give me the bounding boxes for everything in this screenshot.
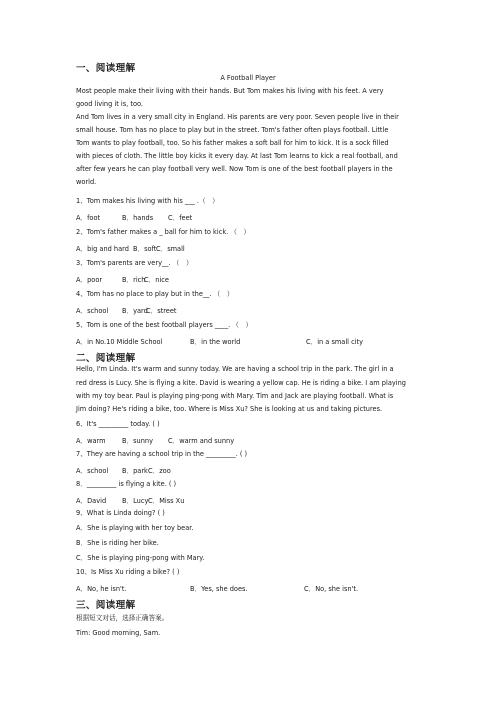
- question-10-stem: 10、Is Miss Xu riding a bike? ( ): [76, 568, 180, 576]
- question-2-stem: 2、Tom's father makes a _ ball for him to kick. （ ）: [76, 228, 251, 236]
- passage-1-line: Tom wants to play football, too. So his father makes a soft ball for him to kick. It is a sock filled: [76, 139, 389, 147]
- passage-2-line: Jim doing? He's riding a bike, too. Where is Miss Xu? She is looking at us and taking pictures.: [76, 405, 383, 413]
- passage-1-line: good living it is, too.: [76, 100, 143, 108]
- option-c[interactable]: C．No, she isn't.: [304, 585, 359, 593]
- section-2-title: 二、阅读理解: [76, 353, 136, 364]
- option-b[interactable]: B．sunny: [122, 437, 153, 445]
- option-b[interactable]: B．Lucy: [122, 497, 149, 505]
- passage-1-line: And Tom lives in a very small city in England. His parents are very poor. Seven people live in their: [76, 113, 399, 121]
- question-6-stem: 6、It's _________ today. ( ): [76, 420, 160, 428]
- question-5-stem: 5、Tom is one of the best football players ____. （ ）: [76, 321, 253, 329]
- option-b[interactable]: B．She is riding her bike.: [76, 539, 159, 547]
- option-a[interactable]: A．David: [76, 497, 107, 505]
- section-3-title: 三、阅读理解: [76, 600, 136, 611]
- passage-2-line: red dress is Lucy. She is flying a kite. David is wearing a yellow cap. He is riding a bike. I am playing: [76, 379, 406, 387]
- question-8-stem: 8．_________ is flying a kite. ( ): [76, 480, 177, 488]
- passage-1-line: Most people make their living with their hands. But Tom makes his living with his feet. A very: [76, 87, 384, 95]
- option-a[interactable]: A．big and hard: [76, 245, 129, 253]
- option-b[interactable]: B．yard: [122, 307, 148, 315]
- option-b[interactable]: B．Yes, she does.: [190, 585, 248, 593]
- option-b[interactable]: B．soft: [133, 245, 157, 253]
- section-1-title: 一、阅读理解: [76, 63, 136, 74]
- option-c[interactable]: C．feet: [168, 214, 193, 222]
- option-a[interactable]: A．school: [76, 307, 109, 315]
- dialogue-line: Tim: Good morning, Sam.: [76, 629, 161, 637]
- option-a[interactable]: A．poor: [76, 276, 103, 284]
- passage-1-line: small house. Tom has no place to play but in the street. Tom's father often plays football. Little: [76, 126, 389, 134]
- passage-2-line: Hello, I'm Linda. It's warm and sunny today. We are having a school trip in the park. The girl in a: [76, 365, 394, 373]
- passage-title: A Football Player: [220, 74, 276, 82]
- passage-2-line: with my toy bear. Paul is playing ping-pong with Mary. Tim and Jack are playing football. What is: [76, 392, 394, 400]
- option-c[interactable]: C．street: [146, 307, 177, 315]
- option-a[interactable]: A．She is playing with her toy bear.: [76, 524, 194, 532]
- option-c[interactable]: C．She is playing ping-pong with Mary.: [76, 554, 205, 562]
- option-c[interactable]: C．small: [156, 245, 185, 253]
- option-c[interactable]: C．in a small city: [306, 338, 364, 346]
- passage-1-line: with pieces of cloth. The little boy kicks it every day. At last Tom learns to kick a real football, and: [76, 152, 398, 160]
- option-b[interactable]: B．rich: [122, 276, 146, 284]
- option-a[interactable]: A．foot: [76, 214, 101, 222]
- option-a[interactable]: A．in No.10 Middle School: [76, 338, 163, 346]
- option-a[interactable]: A．school: [76, 467, 109, 475]
- question-1-stem: 1、Tom makes his living with his ___ .（ ）: [76, 197, 219, 205]
- question-4-stem: 4、Tom has no place to play but in the__. （ ）: [76, 290, 234, 298]
- option-b[interactable]: B．in the world: [190, 338, 241, 346]
- passage-1-line: after few years he can play football very well. Now Tom is one of the best football players in the: [76, 165, 393, 173]
- option-b[interactable]: B．hands: [122, 214, 154, 222]
- option-a[interactable]: A．No, he isn't.: [76, 585, 127, 593]
- option-c[interactable]: C．zoo: [148, 467, 171, 475]
- option-b[interactable]: B．park: [122, 467, 148, 475]
- option-c[interactable]: C．Miss Xu: [148, 497, 185, 505]
- question-3-stem: 3、Tom's parents are very__. （ ）: [76, 259, 193, 267]
- section-3-instruction: 根据短文对话，选择正确答案。: [76, 614, 169, 622]
- option-a[interactable]: A．warm: [76, 437, 106, 445]
- option-c[interactable]: C．nice: [144, 276, 169, 284]
- question-9-stem: 9、What is Linda doing? ( ): [76, 509, 165, 517]
- option-c[interactable]: C．warm and sunny: [168, 437, 235, 445]
- passage-1-line: world.: [76, 178, 97, 186]
- question-7-stem: 7、They are having a school trip in the _________. ( ): [76, 450, 248, 458]
